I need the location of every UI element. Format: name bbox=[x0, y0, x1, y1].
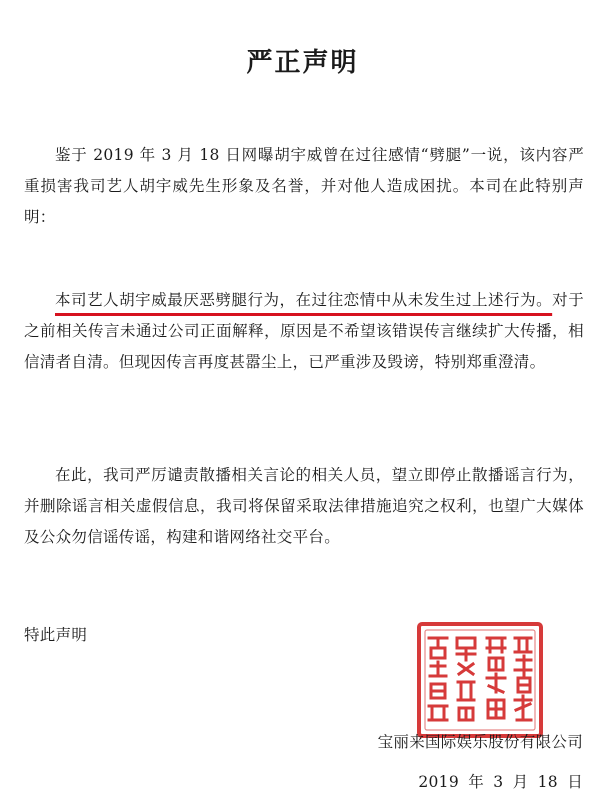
paragraph-condemnation: 在此，我司严厉谴责散播相关言论的相关人员，望立即停止散播谣言行为，并删除谣言相关虚假信息，我司将保留采取法律措施追究之权利，也望广大媒体及公众勿信谣传谣，构建和谐网络社交平台。 bbox=[24, 466, 584, 546]
statement-rest: 对于之前相关传言未通过公司正面解释，原因是不希望该错误传言继续扩大传播，相信清者自清。但现因传言再度甚嚣尘上，已严重涉及毁谤，特别郑重澄清。 bbox=[24, 291, 584, 371]
underlined-statement: 本司艺人胡宇威最厌恶劈腿行为，在过往恋情中从未发生过上述行为。 bbox=[55, 291, 553, 309]
document-title: 严正声明 bbox=[246, 48, 359, 78]
company-seal-icon bbox=[415, 620, 545, 740]
paragraph-statement bbox=[24, 285, 584, 378]
issue-date: 2019 年 3 月 18 日 bbox=[418, 773, 583, 791]
closing-remark: 特此声明 bbox=[24, 626, 88, 644]
company-name: 宝丽来国际娱乐股份有限公司 bbox=[377, 733, 583, 751]
paragraph-intro: 鉴于 2019 年 3 月 18 日网曝胡宇威曾在过往感情“劈腿”一说，该内容严重损害我司艺人胡宇威先生形象及名誉，并对他人造成困扰。本司在此特别声明： bbox=[24, 146, 584, 226]
